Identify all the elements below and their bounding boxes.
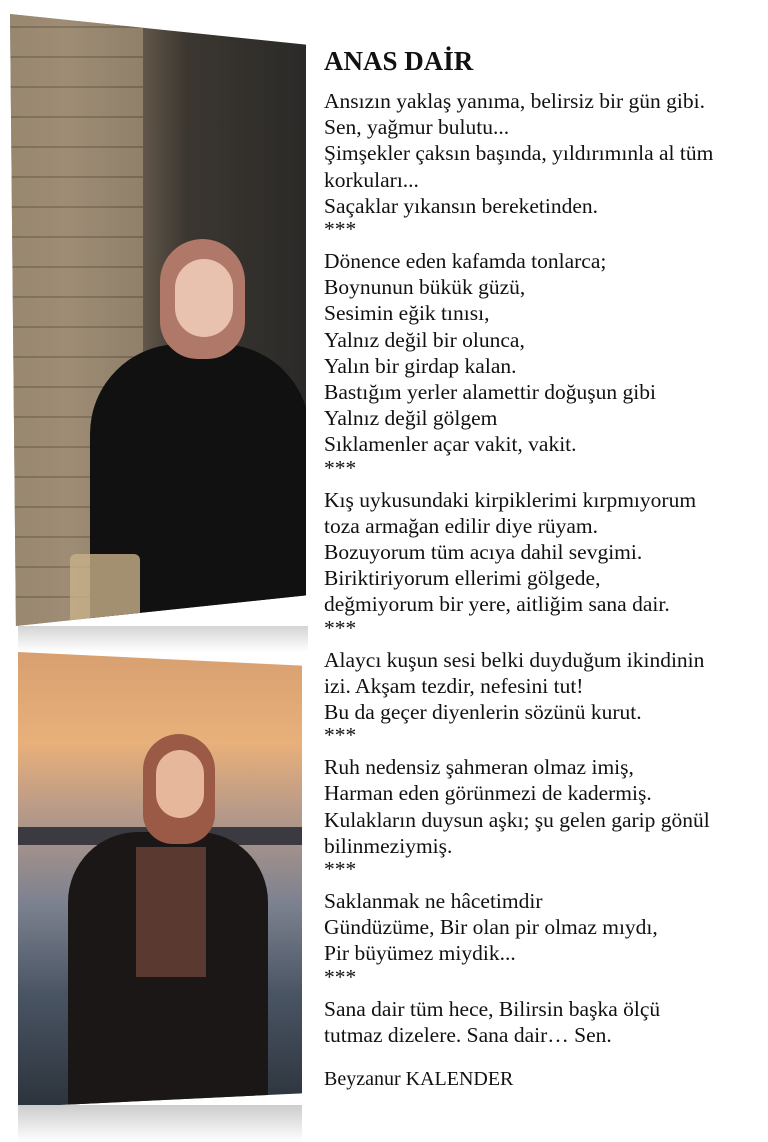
stanza-separator: *** — [324, 723, 357, 748]
portrait-photo-cafe — [10, 14, 306, 626]
poem-line: Sıklamenler açar vakit, vakit. — [324, 432, 577, 457]
poem-line: Saklanmak ne hâcetimdir — [324, 889, 543, 914]
poem-line: Ruh nedensiz şahmeran olmaz imiş, — [324, 755, 634, 780]
face — [175, 259, 233, 337]
poem-line: değmiyorum bir yere, aitliğim sana dair. — [324, 592, 670, 617]
stanza-separator: *** — [324, 455, 357, 480]
shirt — [136, 847, 206, 977]
poem-line: Kulakların duysun aşkı; şu gelen garip gönül — [324, 807, 710, 832]
poem-title: ANAS DAİR — [324, 46, 474, 76]
poem-line: Dönence eden kafamda tonlarca; — [324, 249, 607, 274]
poem-line: korkuları... — [324, 167, 419, 192]
author-name: Beyzanur KALENDER — [324, 1068, 514, 1090]
poem — [324, 44, 768, 1048]
poem-line: Sen, yağmur bulutu... — [324, 115, 510, 140]
poem-line: Ansızın yaklaş yanıma, belirsiz bir gün gibi. — [324, 89, 705, 113]
poem-line: Pir büyümez miydik... — [324, 941, 516, 966]
poem-line: Biriktiriyorum ellerimi gölgede, — [324, 566, 601, 591]
poem-line: toza armağan edilir diye rüyam. — [324, 513, 599, 538]
poem-line: Yalın bir girdap kalan. — [324, 353, 517, 378]
stanza-separator: *** — [324, 857, 357, 882]
poem-line: Yalnız değil bir olunca, — [324, 327, 525, 352]
poem-line: Şimşekler çaksın başında, yıldırımınla al tüm — [324, 141, 714, 166]
poem-line: Sana dair tüm hece, Bilirsin başka ölçü — [324, 996, 661, 1021]
face — [156, 750, 204, 818]
poem-line: Saçaklar yıkansın bereketinden. — [324, 193, 599, 218]
portrait-photo-sunset — [18, 652, 302, 1107]
poem-line: Yalnız değil gölgem — [324, 406, 498, 431]
stanza-separator: *** — [324, 615, 357, 640]
poem-line: Gündüzüme, Bir olan pir olmaz mıydı, — [324, 915, 658, 940]
stanza-separator: *** — [324, 964, 357, 989]
poem-line: izi. Akşam tezdir, nefesini tut! — [324, 673, 584, 698]
stanza-separator: *** — [324, 217, 357, 242]
photo-shadow — [18, 626, 308, 652]
drink-glass — [70, 554, 140, 626]
poem-line: Sesimin eğik tınısı, — [324, 301, 490, 326]
poem-line: Bu da geçer diyenlerin sözünü kurut. — [324, 700, 642, 725]
photo-reflection — [18, 1105, 302, 1142]
poem-line: Alaycı kuşun sesi belki duyduğum ikindinin — [324, 647, 705, 672]
poem-line: Bozuyorum tüm acıya dahil sevgimi. — [324, 540, 643, 565]
poem-line: bilinmeziymiş. — [324, 833, 453, 858]
poem-line: Bastığım yerler alamettir doğuşun gibi — [324, 380, 656, 405]
poem-line: Boynunun bükük güzü, — [324, 275, 526, 300]
poem-line: Harman eden görünmezi de kadermiş. — [324, 781, 652, 806]
poem-line: tutmaz dizelere. Sana dair… Sen. — [324, 1022, 612, 1047]
poem-line: Kış uykusundaki kirpiklerimi kırpmıyorum — [324, 487, 697, 512]
poem-body — [324, 88, 768, 1048]
